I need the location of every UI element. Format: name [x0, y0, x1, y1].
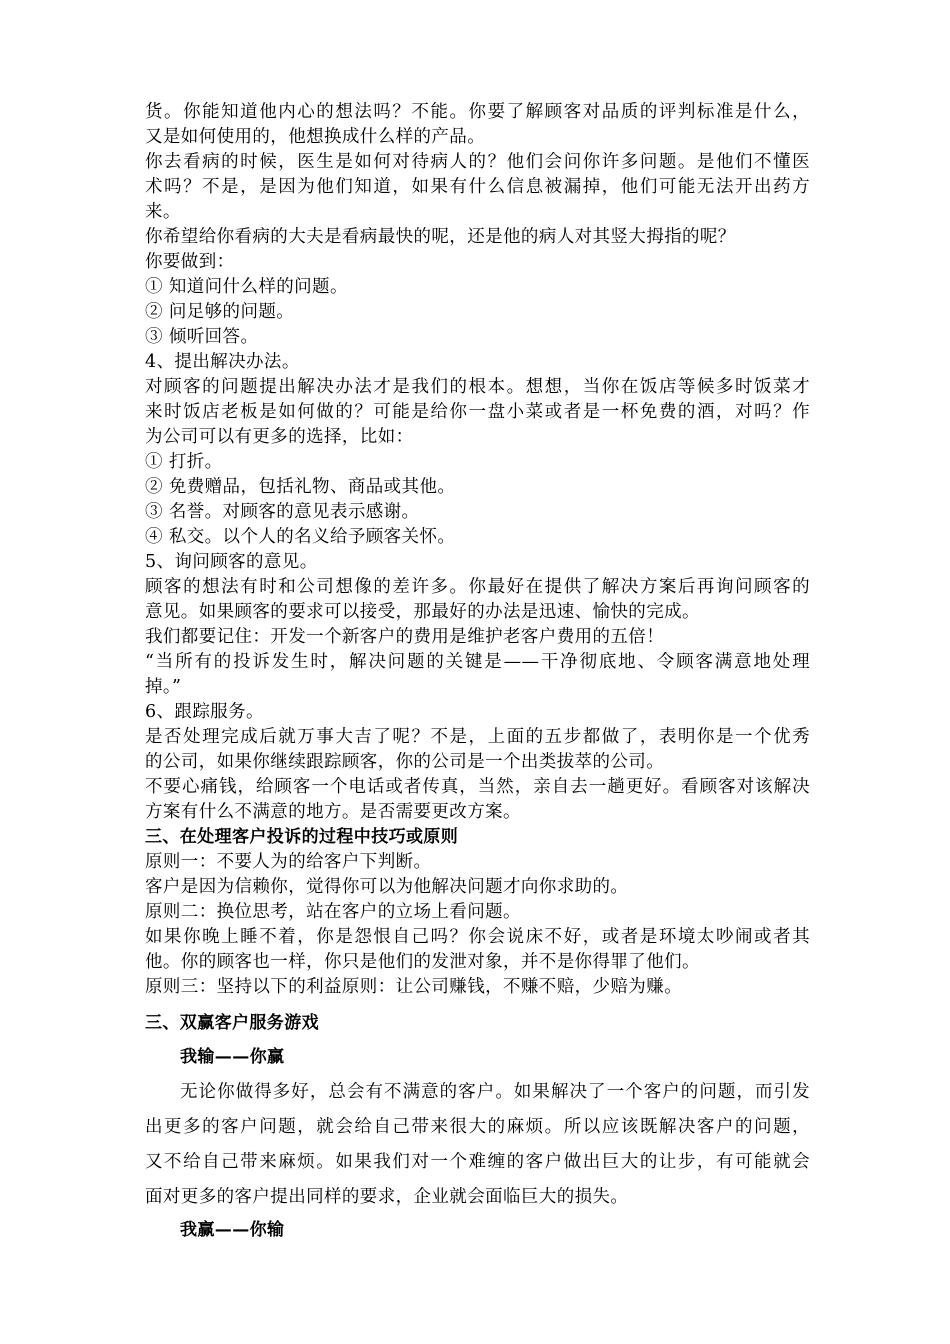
paragraph-line: 你希望给你看病的大夫是看病最快的呢，还是他的病人对其竖大拇指的呢？ [145, 227, 736, 247]
list-item: ② 问足够的问题。 [145, 302, 295, 322]
subheading-bold: 我赢——你输 [180, 1220, 285, 1240]
subheading-bold: 我输——你赢 [180, 1047, 285, 1067]
list-item: ④ 私交。以个人的名义给予顾客关怀。 [145, 527, 456, 547]
paragraph-line: 如果你晚上睡不着，你是怨恨自己吗？你会说床不好，或者是环境太吵闹或者其 [145, 927, 810, 947]
quote-line: “当所有的投诉发生时，解决问题的关键是——干净彻底地、令顾客满意地处理 [145, 652, 810, 672]
list-item: ③ 名誉。对顾客的意见表示感谢。 [145, 502, 420, 522]
section-heading: 6、跟踪服务。 [145, 702, 264, 722]
paragraph-line: 面对更多的客户提出同样的要求，企业就会面临巨大的损失。 [145, 1187, 629, 1207]
paragraph-line: 你要做到： [145, 252, 235, 272]
list-item: ① 打折。 [145, 452, 223, 472]
paragraph-line: 意见。如果顾客的要求可以接受，那最好的办法是迅速、愉快的完成。 [145, 602, 700, 622]
paragraph-line: 是否处理完成后就万事大吉了呢？不是，上面的五步都做了，表明你是一个优秀 [145, 727, 810, 747]
section-heading: 5、询问顾客的意见。 [145, 552, 318, 572]
paragraph-line: 为公司可以有更多的选择，比如： [145, 427, 414, 447]
paragraph-line: 对顾客的问题提出解决办法才是我们的根本。想想，当你在饭店等候多时饭菜才 [145, 377, 810, 397]
principle-line: 原则三：坚持以下的利益原则：让公司赚钱，不赚不赔，少赔为赚。 [145, 977, 682, 997]
list-item: ① 知道问什么样的问题。 [145, 277, 348, 297]
section-heading-bold: 三、双赢客户服务游戏 [145, 1013, 319, 1033]
paragraph-line: 客户是因为信赖你，觉得你可以为他解决问题才向你求助的。 [145, 877, 629, 897]
paragraph-line: 他。你的顾客也一样，你只是他们的发泄对象，并不是你得罪了他们。 [145, 952, 700, 972]
paragraph-line: 货。你能知道他内心的想法吗？不能。你要了解顾客对品质的评判标准是什么， [145, 102, 810, 122]
quote-line: 掉。” [145, 677, 182, 697]
paragraph-line: 又不给自己带来麻烦。如果我们对一个难缠的客户做出巨大的让步，有可能就会 [145, 1152, 810, 1172]
paragraph-line: 术吗？不是，是因为他们知道，如果有什么信息被漏掉，他们可能无法开出药方 [145, 177, 810, 197]
principle-line: 原则一：不要人为的给客户下判断。 [145, 852, 432, 872]
section-heading: 4、提出解决办法。 [145, 352, 300, 372]
paragraph-line: 你去看病的时候，医生是如何对待病人的？他们会问你许多问题。是他们不懂医 [145, 152, 810, 172]
paragraph-line: 我们都要记住：开发一个新客户的费用是维护老客户费用的五倍！ [145, 627, 665, 647]
paragraph-line: 又是如何使用的，他想换成什么样的产品。 [145, 127, 486, 147]
paragraph-line: 来。 [145, 202, 181, 222]
paragraph-line: 顾客的想法有时和公司想像的差许多。你最好在提供了解决方案后再询问顾客的 [145, 577, 810, 597]
paragraph-line: 方案有什么不满意的地方。是否需要更改方案。 [145, 802, 521, 822]
paragraph-line: 不要心痛钱，给顾客一个电话或者传真，当然，亲自去一趟更好。看顾客对该解决 [145, 777, 810, 797]
list-item: ② 免费赠品，包括礼物、商品或其他。 [145, 477, 456, 497]
principle-line: 原则二：换位思考，站在客户的立场上看问题。 [145, 902, 521, 922]
paragraph-line: 出更多的客户问题，就会给自己带来很大的麻烦。所以应该既解决客户的问题， [145, 1117, 810, 1137]
section-heading-bold: 三、在处理客户投诉的过程中技巧或原则 [145, 827, 459, 847]
paragraph-line: 无论你做得多好，总会有不满意的客户。如果解决了一个客户的问题，而引发 [180, 1082, 810, 1102]
paragraph-line: 来时饭店老板是如何做的？可能是给你一盘小菜或者是一杯免费的酒，对吗？作 [145, 402, 810, 422]
paragraph-line: 的公司，如果你继续跟踪顾客，你的公司是一个出类拔萃的公司。 [145, 752, 665, 772]
list-item: ③ 倾听回答。 [145, 327, 259, 347]
